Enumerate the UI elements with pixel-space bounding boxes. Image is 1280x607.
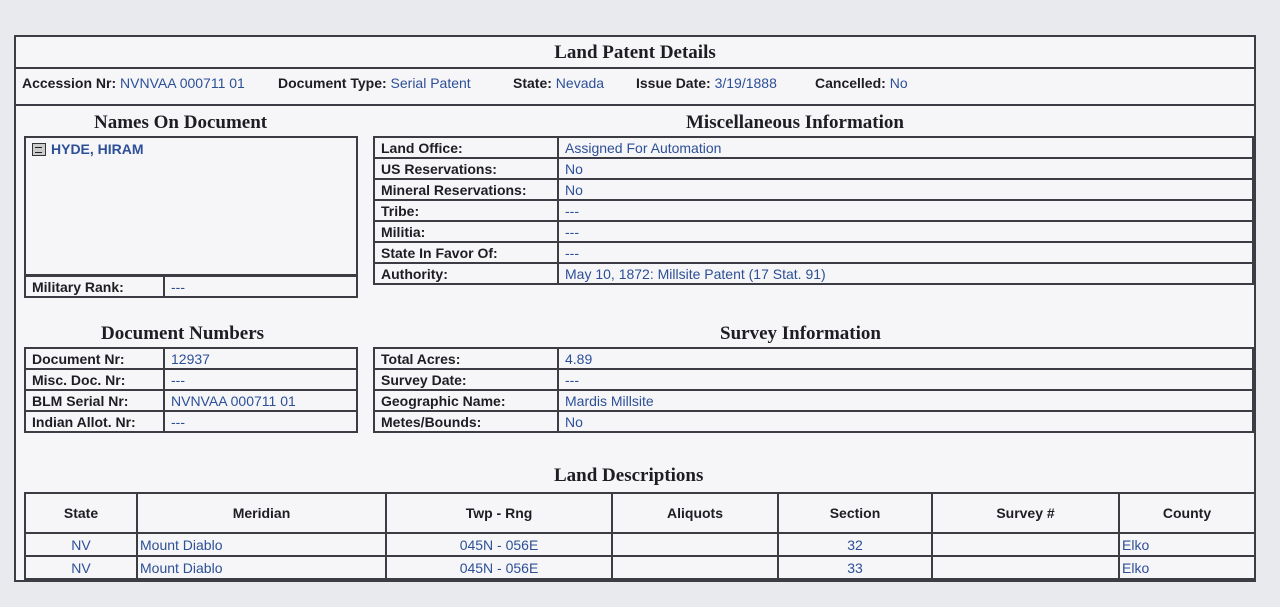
cell-aliquots xyxy=(612,533,778,556)
column-header: Section xyxy=(778,493,932,533)
issue-date-field xyxy=(636,75,777,91)
cell-twp-rng: 045N - 056E xyxy=(386,556,612,579)
cancelled-label: Cancelled: xyxy=(815,75,886,91)
field-label: State In Favor Of: xyxy=(374,242,558,263)
field-value: Assigned For Automation xyxy=(558,137,1253,158)
table-row xyxy=(25,369,357,390)
state-value: Nevada xyxy=(555,75,605,91)
field-label: Indian Allot. Nr: xyxy=(25,411,164,432)
misc-heading: Miscellaneous Information xyxy=(686,112,904,133)
column-header: County xyxy=(1119,493,1255,533)
field-label: Total Acres: xyxy=(374,348,558,369)
names-list xyxy=(24,136,358,276)
issue-date-label: Issue Date: xyxy=(636,75,711,91)
cell-state: NV xyxy=(25,533,137,556)
field-label: Geographic Name: xyxy=(374,390,558,411)
field-value: --- xyxy=(558,221,1253,242)
title-bar xyxy=(16,37,1254,69)
cancelled-value: No xyxy=(889,75,908,91)
summary-row xyxy=(16,67,1254,106)
docnums-heading: Document Numbers xyxy=(101,323,265,344)
field-label: Mineral Reservations: xyxy=(374,179,558,200)
issue-date-value: 3/19/1888 xyxy=(714,75,777,91)
field-label: Document Nr: xyxy=(25,348,164,369)
field-value: --- xyxy=(558,242,1253,263)
accession-field xyxy=(22,75,245,91)
table-row xyxy=(374,158,1253,179)
accession-label: Accession Nr: xyxy=(22,75,117,91)
page-title: Land Patent Details xyxy=(554,42,716,63)
cell-county: Elko xyxy=(1119,533,1255,556)
field-value: Mardis Millsite xyxy=(558,390,1253,411)
table-row xyxy=(374,411,1253,432)
table-row xyxy=(374,369,1253,390)
doctype-value: Serial Patent xyxy=(390,75,471,91)
cancelled-field xyxy=(815,75,908,91)
table-row xyxy=(374,137,1253,158)
field-label: Militia: xyxy=(374,221,558,242)
table-row xyxy=(374,200,1253,221)
table-header-row xyxy=(25,493,1255,533)
field-label: Misc. Doc. Nr: xyxy=(25,369,164,390)
table-row xyxy=(374,263,1253,284)
authority-link[interactable]: May 10, 1872: Millsite Patent (17 Stat. 91) xyxy=(558,263,1253,284)
cell-survey xyxy=(932,556,1119,579)
table-row xyxy=(25,556,1255,579)
field-value: --- xyxy=(164,369,357,390)
table-row xyxy=(374,348,1253,369)
military-rank-value: --- xyxy=(164,276,357,297)
table-row xyxy=(374,390,1253,411)
cell-meridian: Mount Diablo xyxy=(137,556,386,579)
field-value: --- xyxy=(558,369,1253,390)
cell-twp-rng: 045N - 056E xyxy=(386,533,612,556)
field-value: 4.89 xyxy=(558,348,1253,369)
military-rank-label: Military Rank: xyxy=(25,276,164,297)
field-value: No xyxy=(558,179,1253,200)
column-header: Survey # xyxy=(932,493,1119,533)
name-value[interactable]: HYDE, HIRAM xyxy=(51,141,144,157)
field-value: No xyxy=(558,158,1253,179)
field-label: Land Office: xyxy=(374,137,558,158)
names-heading: Names On Document xyxy=(94,112,268,133)
column-header: Meridian xyxy=(137,493,386,533)
cell-survey xyxy=(932,533,1119,556)
column-header: State xyxy=(25,493,137,533)
cell-meridian: Mount Diablo xyxy=(137,533,386,556)
cell-section: 32 xyxy=(778,533,932,556)
land-patent-panel xyxy=(14,35,1256,582)
survey-table xyxy=(373,347,1254,433)
table-row xyxy=(25,533,1255,556)
field-value: NVNVAA 000711 01 xyxy=(164,390,357,411)
name-link[interactable] xyxy=(32,141,144,157)
doctype-label: Document Type: xyxy=(278,75,387,91)
military-rank-table xyxy=(24,275,358,298)
table-row xyxy=(25,348,357,369)
field-label: US Reservations: xyxy=(374,158,558,179)
field-value: --- xyxy=(164,411,357,432)
state-field xyxy=(513,75,604,91)
table-row xyxy=(25,390,357,411)
field-label: Tribe: xyxy=(374,200,558,221)
state-label: State: xyxy=(513,75,552,91)
docnums-table xyxy=(24,347,358,433)
accession-value: NVNVAA 000711 01 xyxy=(120,75,245,91)
table-row xyxy=(25,411,357,432)
column-header: Twp - Rng xyxy=(386,493,612,533)
misc-table xyxy=(373,136,1254,285)
field-value: No xyxy=(558,411,1253,432)
doctype-field xyxy=(278,75,471,91)
field-value: --- xyxy=(558,200,1253,221)
cell-section: 33 xyxy=(778,556,932,579)
document-icon xyxy=(32,143,46,156)
field-label: Metes/Bounds: xyxy=(374,411,558,432)
field-value: 12937 xyxy=(164,348,357,369)
land-descriptions-table xyxy=(24,492,1256,580)
table-row xyxy=(374,179,1253,200)
survey-heading: Survey Information xyxy=(720,323,881,344)
field-label: BLM Serial Nr: xyxy=(25,390,164,411)
table-row xyxy=(374,221,1253,242)
field-label: Authority: xyxy=(374,263,558,284)
cell-county: Elko xyxy=(1119,556,1255,579)
column-header: Aliquots xyxy=(612,493,778,533)
table-row xyxy=(374,242,1253,263)
cell-aliquots xyxy=(612,556,778,579)
field-label: Survey Date: xyxy=(374,369,558,390)
cell-state: NV xyxy=(25,556,137,579)
land-heading: Land Descriptions xyxy=(554,465,704,486)
